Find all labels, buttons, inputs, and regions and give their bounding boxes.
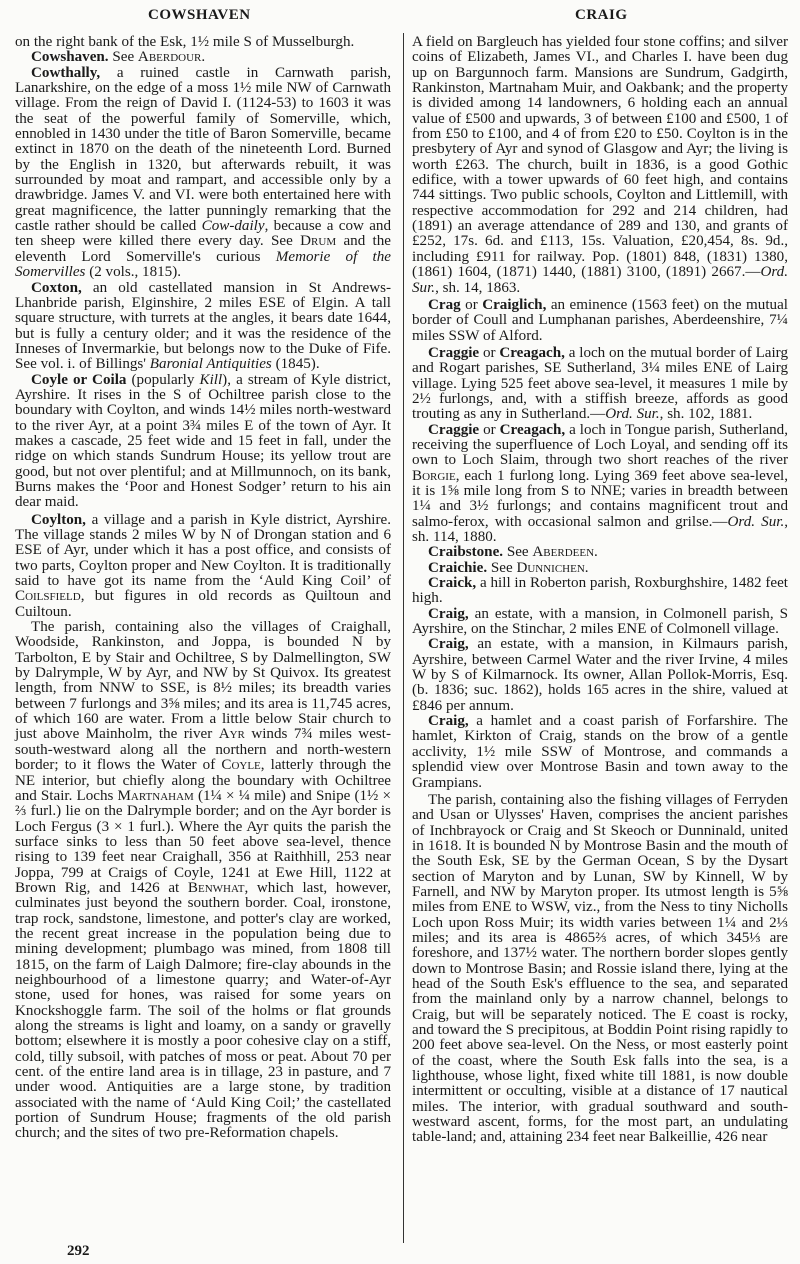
entry-text: an eminence (1563 feet) on the mutual border of Coull and Lumphanan parishes, Aberdeenshire, 7¼ miles SSW of Alford. <box>412 296 788 344</box>
gazetteer-entry <box>412 346 788 423</box>
entry-text: , but figures in old records as Quiltoun and Cuiltoun. <box>15 588 391 620</box>
entry-headword: Craiglich, <box>482 296 547 313</box>
entry-text: Borgie <box>412 467 456 484</box>
gazetteer-entry <box>15 620 391 1142</box>
gazetteer-entry <box>412 423 788 546</box>
entry-text: Benwhat <box>187 879 245 896</box>
entry-text: Baronial Antiquities <box>149 356 272 373</box>
entry-text: or <box>479 421 500 438</box>
entry-headword: Cowthally, <box>31 64 101 81</box>
gazetteer-entry <box>412 793 788 1146</box>
entry-text: on the right bank of the Esk, 1½ mile S of Musselburgh. <box>15 34 355 50</box>
entry-text: Coyle <box>221 757 261 774</box>
entry-text: a hamlet and a coast parish of Forfarshire. The hamlet, Kirkton of Craig, stands on the brow of a gentle acclivity, 1½ mile SSW of Montrose, and commands a splendid view over Montrose Basin and town away to the Grampians. <box>412 713 788 791</box>
entry-headword: Craggie <box>428 344 480 361</box>
entry-text: a loch on the mutual border of Lairg and Rogart parishes, SE Sutherland, 3¼ miles ENE of Lairg village. Lying 525 feet above sea-level, it measures 1 mile by 2½ furlongs, and, with a stiffish breeze, affords as good trouting as any in Sutherland.— <box>412 344 788 423</box>
gazetteer-entry <box>412 714 788 791</box>
entry-headword: Craig, <box>428 713 469 730</box>
entry-headword: Craichie. <box>428 559 488 576</box>
entry-text: Memorie of the Somervilles <box>15 248 391 281</box>
entry-headword: Creagach, <box>499 344 565 361</box>
entry-text: , sh. 102, 1881. <box>659 406 753 423</box>
gazetteer-entry <box>412 607 788 638</box>
entry-headword: Creagach, <box>499 421 566 438</box>
entry-text: and the eleventh Lord Somerville's curious <box>15 233 392 265</box>
gazetteer-entry <box>412 637 788 714</box>
entry-text: Coilsfield <box>15 588 81 605</box>
entry-text: See <box>108 49 138 66</box>
entry-text: a loch in Tongue parish, Sutherland, receiving the superfluence of Loch Loyal, and sending off its own to Loch Slaim, through two short reaches of the river <box>412 421 788 469</box>
entry-text: , because a cow and ten sheep were killed there every day. See <box>15 218 392 250</box>
gazetteer-entry <box>412 35 788 296</box>
entry-text: or <box>460 296 483 313</box>
entry-text: or <box>479 344 500 361</box>
entry-text: winds 7¾ miles west-south-westward along all the northern and north-western border; to it flows the Water of <box>15 726 391 774</box>
entry-headword: Craig, <box>428 605 469 622</box>
entry-text: an estate, with a mansion, in Colmonell parish, S Ayrshire, on the Stinchar, 2 miles ENE of Colmonell village. <box>412 605 788 638</box>
entry-text: Ord. Sur. <box>727 513 785 530</box>
right-column <box>412 35 788 1146</box>
entry-headword: Coyle or Coila <box>31 371 127 388</box>
entry-headword: Coxton, <box>31 279 82 296</box>
gazetteer-entry <box>412 545 788 560</box>
gazetteer-entry <box>15 66 391 281</box>
entry-text: Ayr <box>218 726 245 743</box>
entry-text: a ruined castle in Carnwath parish, Lanarkshire, on the edge of a moss 1½ mile NW of Carnwath village. From the reign of David I. (1124-53) to 1603 it was the seat of the powerful family of Somerville, which, ennobled in 1430 under the title of Baron Somerville, became extinct in 1870 on the death of the nineteenth Lord. Burned by the English in 1320, but afterwards rebuilt, it was surrounded by moat and rampart, and accessible only by a drawbridge. James V. and VI. were both entertained here with great magnificence, the latter punningly remarking that the castle rather should be called <box>15 64 391 235</box>
entry-text: See <box>503 544 533 561</box>
entry-text: See <box>487 559 517 576</box>
entry-text: Kill <box>199 371 223 388</box>
entry-text: an old castellated mansion in St Andrews-Lhanbride parish, Elginshire, 2 miles ESE of Elgin. A tall square structure, with turrets at the angles, it bears date 1644, but is fully a century older; and it was the residence of the Inneses of Invermarkie, but belongs now to the Duke of Fife. See vol. i. of Billings' <box>15 279 391 373</box>
entry-headword: Craibstone. <box>428 544 504 561</box>
running-head-right: CRAIG <box>575 7 628 23</box>
entry-text: (2 vols., 1815). <box>85 264 182 281</box>
gazetteer-entry <box>15 281 391 373</box>
entry-text: (1845). <box>271 356 320 373</box>
entry-text: , each 1 furlong long. Lying 369 feet above sea-level, it is 1⅝ mile long from S to NNE; varies in breadth between 1¼ and 3½ furlongs; and contains magnificent trout and salmo-ferox, with occasional salmon and grilse.— <box>412 467 788 530</box>
entry-text: , which last, however, culminates just beyond the southern border. Coal, ironstone, trap rock, sandstone, limestone, and potter's clay are worked, the recent great increase in the population being due to mining development; plumbago was mined, from 1808 till 1815, on the farm of Laigh Dalmore; fire-clay abounds in the neighbourhood of a limestone quarry; and Water-of-Ayr stone, used for hones, was raised for some years on Knockshoggle farm. The soil of the holms or flat grounds along the streams is light and loamy, on a sandy or gravelly bottom; elsewhere it is mostly a poor cohesive clay on a stiff, cold, tilly subsoil, with patches of moss or peat. About 70 per cent. of the entire land area is in tillage, 23 in pasture, and 7 under wood. Antiquities are a large stone, by tradition associated with the name of ‘Auld King Coil;’ the castellated portion of Sundrum House; fragments of the old parish church; and the sites of two pre-Reformation chapels. <box>15 879 391 1142</box>
entry-text: , sh. 114, 1880. <box>412 513 788 545</box>
left-column <box>15 35 391 1142</box>
entry-text: Ord. Sur. <box>412 264 788 296</box>
gazetteer-entry <box>15 50 391 65</box>
entry-text: (1¼ × ¼ mile) and Snipe (1½ × ⅔ furl.) lie on the Dalrymple border; and on the Ayr border is Loch Fergus (3 × 1 furl.). Where the Ayr quits the parish the surface sinks to less than 50 feet above sea-level, thence rising to 139 feet near Craighall, 356 at Raithhill, 253 near Joppa, 799 at Craigs of Coyle, 1241 at Ewe Hill, 1122 at Brown Rig, and 1426 at <box>15 787 391 896</box>
gazetteer-entry <box>15 513 391 620</box>
gazetteer-entry <box>15 373 391 511</box>
entry-text: Cow-daily <box>201 218 265 235</box>
entry-text: a hill in Roberton parish, Roxburghshire, 1482 feet high. <box>412 575 788 607</box>
gazetteer-entry <box>412 298 788 344</box>
entry-headword: Coylton, <box>31 511 86 528</box>
entry-text: A field on Bargleuch has yielded four stone coffins; and silver coins of Elizabeth, James VI., and Charles I. have been dug up on Bargunnoch farm. Mansions are Sundrum, Gadgirth, Rankinston, Martnaham Muir, and Oakbank; and the property is divided among 14 landowners, 6 holding each an annual value of £500 and upwards, 3 of between £100 and £500, 1 of from £50 to £100, and 4 of from £20 to £50. Coylton is in the presbytery of Ayr and synod of Glasgow and Ayr; the living is worth £263. The church, built in 1836, is a good Gothic edifice, with a tower upwards of 60 feet high, and contains 744 sittings. Two public schools, Coylton and Littlemill, with respective accommodation for 292 and 214 children, had (1891) an average attendance of 289 and 130, and grants of £252, 17s. 6d. and £113, 15s. Valuation, £20,454, 8s. 9d., including £911 for railway. Pop. (1801) 848, (1831) 1380, (1861) 1604, (1871) 1440, (1881) 3100, (1891) 2667.— <box>412 34 788 281</box>
gazetteer-entry <box>412 576 788 607</box>
entry-headword: Crag <box>428 296 461 313</box>
entry-text: an estate, with a mansion, in Kilmaurs parish, Ayrshire, between Carmel Water and the river Irvine, 4 miles W by S of Kilmarnock. Its owner, Allan Pollok-Morris, Esq. (b. 1836; suc. 1862), holds 165 acres in the shire, valued at £846 per annum. <box>412 636 788 714</box>
gazetteer-entry <box>15 35 391 50</box>
entry-headword: Craig, <box>428 636 469 653</box>
entry-text: , sh. 14, 1863. <box>435 279 521 296</box>
entry-text: Martnaham <box>117 787 194 804</box>
entry-text: The parish, containing also the fishing villages of Ferryden and Usan or Ulysses' Haven, comprises the ancient parishes of Inchbrayock or Craig and St Skeoch or Dunninald, united in 1618. It is bounded N by Montrose Basin and the mouth of the South Esk, SE by the German Ocean, S by the Dysart section of Maryton and by Lunan, SW by Kinnell, W by Farnell, and NW by Maryton proper. Its utmost length is 5⅝ miles from ENE to WSW, viz., from the Ness to tiny Nicholls Loch upon Ross Muir; its width varies between 1¼ and 2⅓ miles; and its area is 4865⅔ acres, of which 345⅓ are foreshore, and 137½ water. The northern border slopes gently down to Montrose Basin; and Rossie island there, lying at the head of the South Esk's effluence to the sea, and separated from the mainland only by a narrow channel, belongs to Craig, but will be separately noticed. The E coast is rocky, and toward the S precipitous, at Boddin Point rising rapidly to 200 feet above sea-level. On the Ness, or most easterly point of the coast, where the South Esk falls into the sea, is a lighthouse, whose light, fixed white till 1881, is now double intermittent or occulting, visible at a distance of 17 nautical miles. The interior, with gradual southward and south-westward ascent, forms, for the most part, an undulating table-land; and, attaining 234 feet near Balkeillie, 426 near <box>412 791 788 1146</box>
entry-text: The parish, containing also the villages of Craighall, Woodside, Rankinston, and Joppa, is bounded N by Tarbolton, E by Stair and Ochiltree, S by Dalmellington, SW by Dalrymple, W by Ayr, and NW by St Quivox. Its greatest length, from NNW to SSE, is 8½ miles; its breadth varies between 7 furlongs and 3⅝ miles; and its area is 11,745 acres, of which 160 are water. From a little below Stair church to just above Mainholm, the river <box>15 619 391 743</box>
entry-text: Dunnichen. <box>516 559 589 576</box>
running-head-left: COWSHAVEN <box>148 7 251 23</box>
page-number: 292 <box>67 1243 90 1259</box>
entry-headword: Craick, <box>428 575 477 592</box>
entry-text: , latterly through the NE interior, but chiefly along the boundary with Ochiltree and Stair. Lochs <box>15 757 391 804</box>
entry-text: Aberdeen. <box>532 544 598 561</box>
gazetteer-entry <box>412 561 788 576</box>
entry-text: a village and a parish in Kyle district, Ayrshire. The village stands 2 miles W by N of Drongan station and 6 ESE of Ayr, under which it has a post office, and consists of two parts, Coylton proper and New Coylton. It is traditionally said to have got its name from the ‘Auld King Coil’ of <box>15 511 391 590</box>
entry-headword: Cowshaven. <box>31 49 109 66</box>
entry-text: ), a stream of Kyle district, Ayrshire. It rises in the S of Ochiltree parish close to the boundary with Coylton, and winds 14½ miles north-westward to the river Ayr, at a point 3¾ miles E of the town of Ayr. It makes a cascade, 25 feet wide and 15 feet in fall, under the ridge on which stands Sundrum House; its yellow trout are good, but not over plentiful; and at Millmunnoch, on its bank, Burns makes the ‘Poor and Honest Sodger’ return to his ain dear maid. <box>15 371 391 511</box>
entry-text: Aberdour. <box>137 49 206 66</box>
entry-headword: Craggie <box>428 421 480 438</box>
entry-text: (popularly <box>126 371 200 388</box>
entry-text: Drum <box>300 233 337 250</box>
column-divider <box>403 33 404 1243</box>
entry-text: Ord. Sur. <box>605 406 660 423</box>
